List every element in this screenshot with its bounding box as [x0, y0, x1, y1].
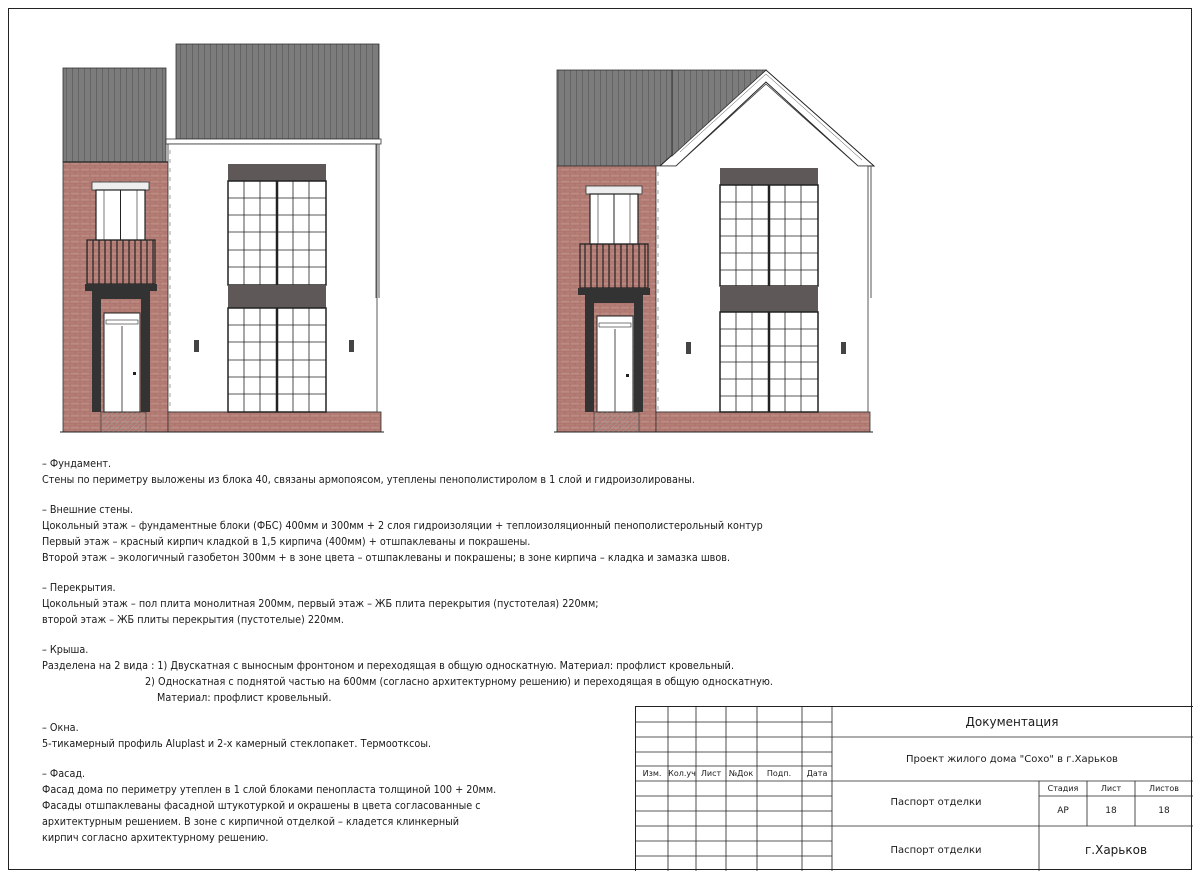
note-line: Цокольный этаж – пол плита монолитная 200мм, первый этаж – ЖБ плита перекрытия (пустотелая) 220мм;	[42, 598, 599, 610]
note-line: Стены по периметру выложены из блока 40, связаны армопоясом, утеплены пенополистиролом в 1 слой и гидроизолированы.	[42, 474, 695, 486]
title-block	[635, 706, 1193, 871]
sheet-label: Лист	[1100, 784, 1122, 793]
note-line: 5-тикамерный профиль Aluplast и 2-х камерный стеклопакет. Термоотксоы.	[42, 738, 432, 750]
col-header: №Док	[728, 769, 754, 778]
city: г.Харьков	[1084, 843, 1148, 857]
project-name: Проект жилого дома "Сохо" в г.Харьков	[906, 754, 1118, 765]
sheets-label: Листов	[1149, 784, 1179, 793]
note-line: Второй этаж – экологичный газобетон 300мм + в зоне цвета – отшпаклеваны и покрашены; в зоне кирпича – кладка и замазка швов.	[42, 552, 731, 564]
note-line: Фасад дома по периметру утеплен в 1 слой блоками пенопласта толщиной 100 + 20мм.	[42, 784, 497, 796]
note-floors-heading: – Перекрытия.	[42, 582, 116, 594]
sheet-title-secondary: Паспорт отделки	[890, 845, 982, 856]
col-header: Лист	[700, 769, 722, 778]
note-line: второй этаж – ЖБ плиты перекрытия (пустотелые) 220мм.	[42, 614, 344, 626]
col-header: Подп.	[766, 769, 792, 778]
note-line: 2) Односкатная с поднятой частью на 600мм (согласно архитектурному решению) и переходящая в общую односкатную.	[145, 676, 774, 688]
sheet-title: Паспорт отделки	[890, 797, 982, 808]
note-line: Фасады отшпаклеваны фасадной штукотуркой и окрашены в цвета согласованные с	[42, 800, 481, 812]
col-header: Дата	[806, 769, 828, 778]
sheets-count: 18	[1158, 806, 1170, 816]
note-windows-heading: – Окна.	[42, 722, 79, 734]
note-line: Разделена на 2 вида : 1) Двускатная с выносным фронтоном и переходящая в общую односкатную. Материал: профлист кровельный.	[42, 660, 735, 672]
note-foundation-heading: – Фундамент.	[42, 458, 112, 470]
note-line: кирпич согласно архитектурному решению.	[42, 832, 269, 844]
sheet-number: 18	[1105, 806, 1117, 816]
stage-label: Стадия	[1047, 784, 1079, 793]
note-line: Цокольный этаж – фундаментные блоки (ФБС) 400мм и 300мм + 2 слоя гидроизоляции + теплоизоляционный пенополистерольный контур	[42, 520, 763, 532]
facade-left	[60, 44, 384, 432]
note-line: архитектурным решением. В зоне с кирпичной отделкой – кладется клинкерный	[42, 816, 460, 828]
note-line: Первый этаж – красный кирпич кладкой в 1,5 кирпича (400мм) + отшпаклеваны и покрашены.	[42, 536, 531, 548]
note-line: Материал: профлист кровельный.	[157, 692, 332, 704]
col-header: Кол.уч	[668, 769, 696, 778]
note-roof-heading: – Крыша.	[42, 644, 89, 656]
note-walls-heading: – Внешние стены.	[42, 504, 134, 516]
col-header: Изм.	[642, 769, 662, 778]
note-facade-heading: – Фасад.	[42, 768, 86, 780]
stage-value: АР	[1057, 806, 1069, 816]
facade-right	[554, 70, 874, 432]
section-title: Документация	[965, 715, 1059, 729]
